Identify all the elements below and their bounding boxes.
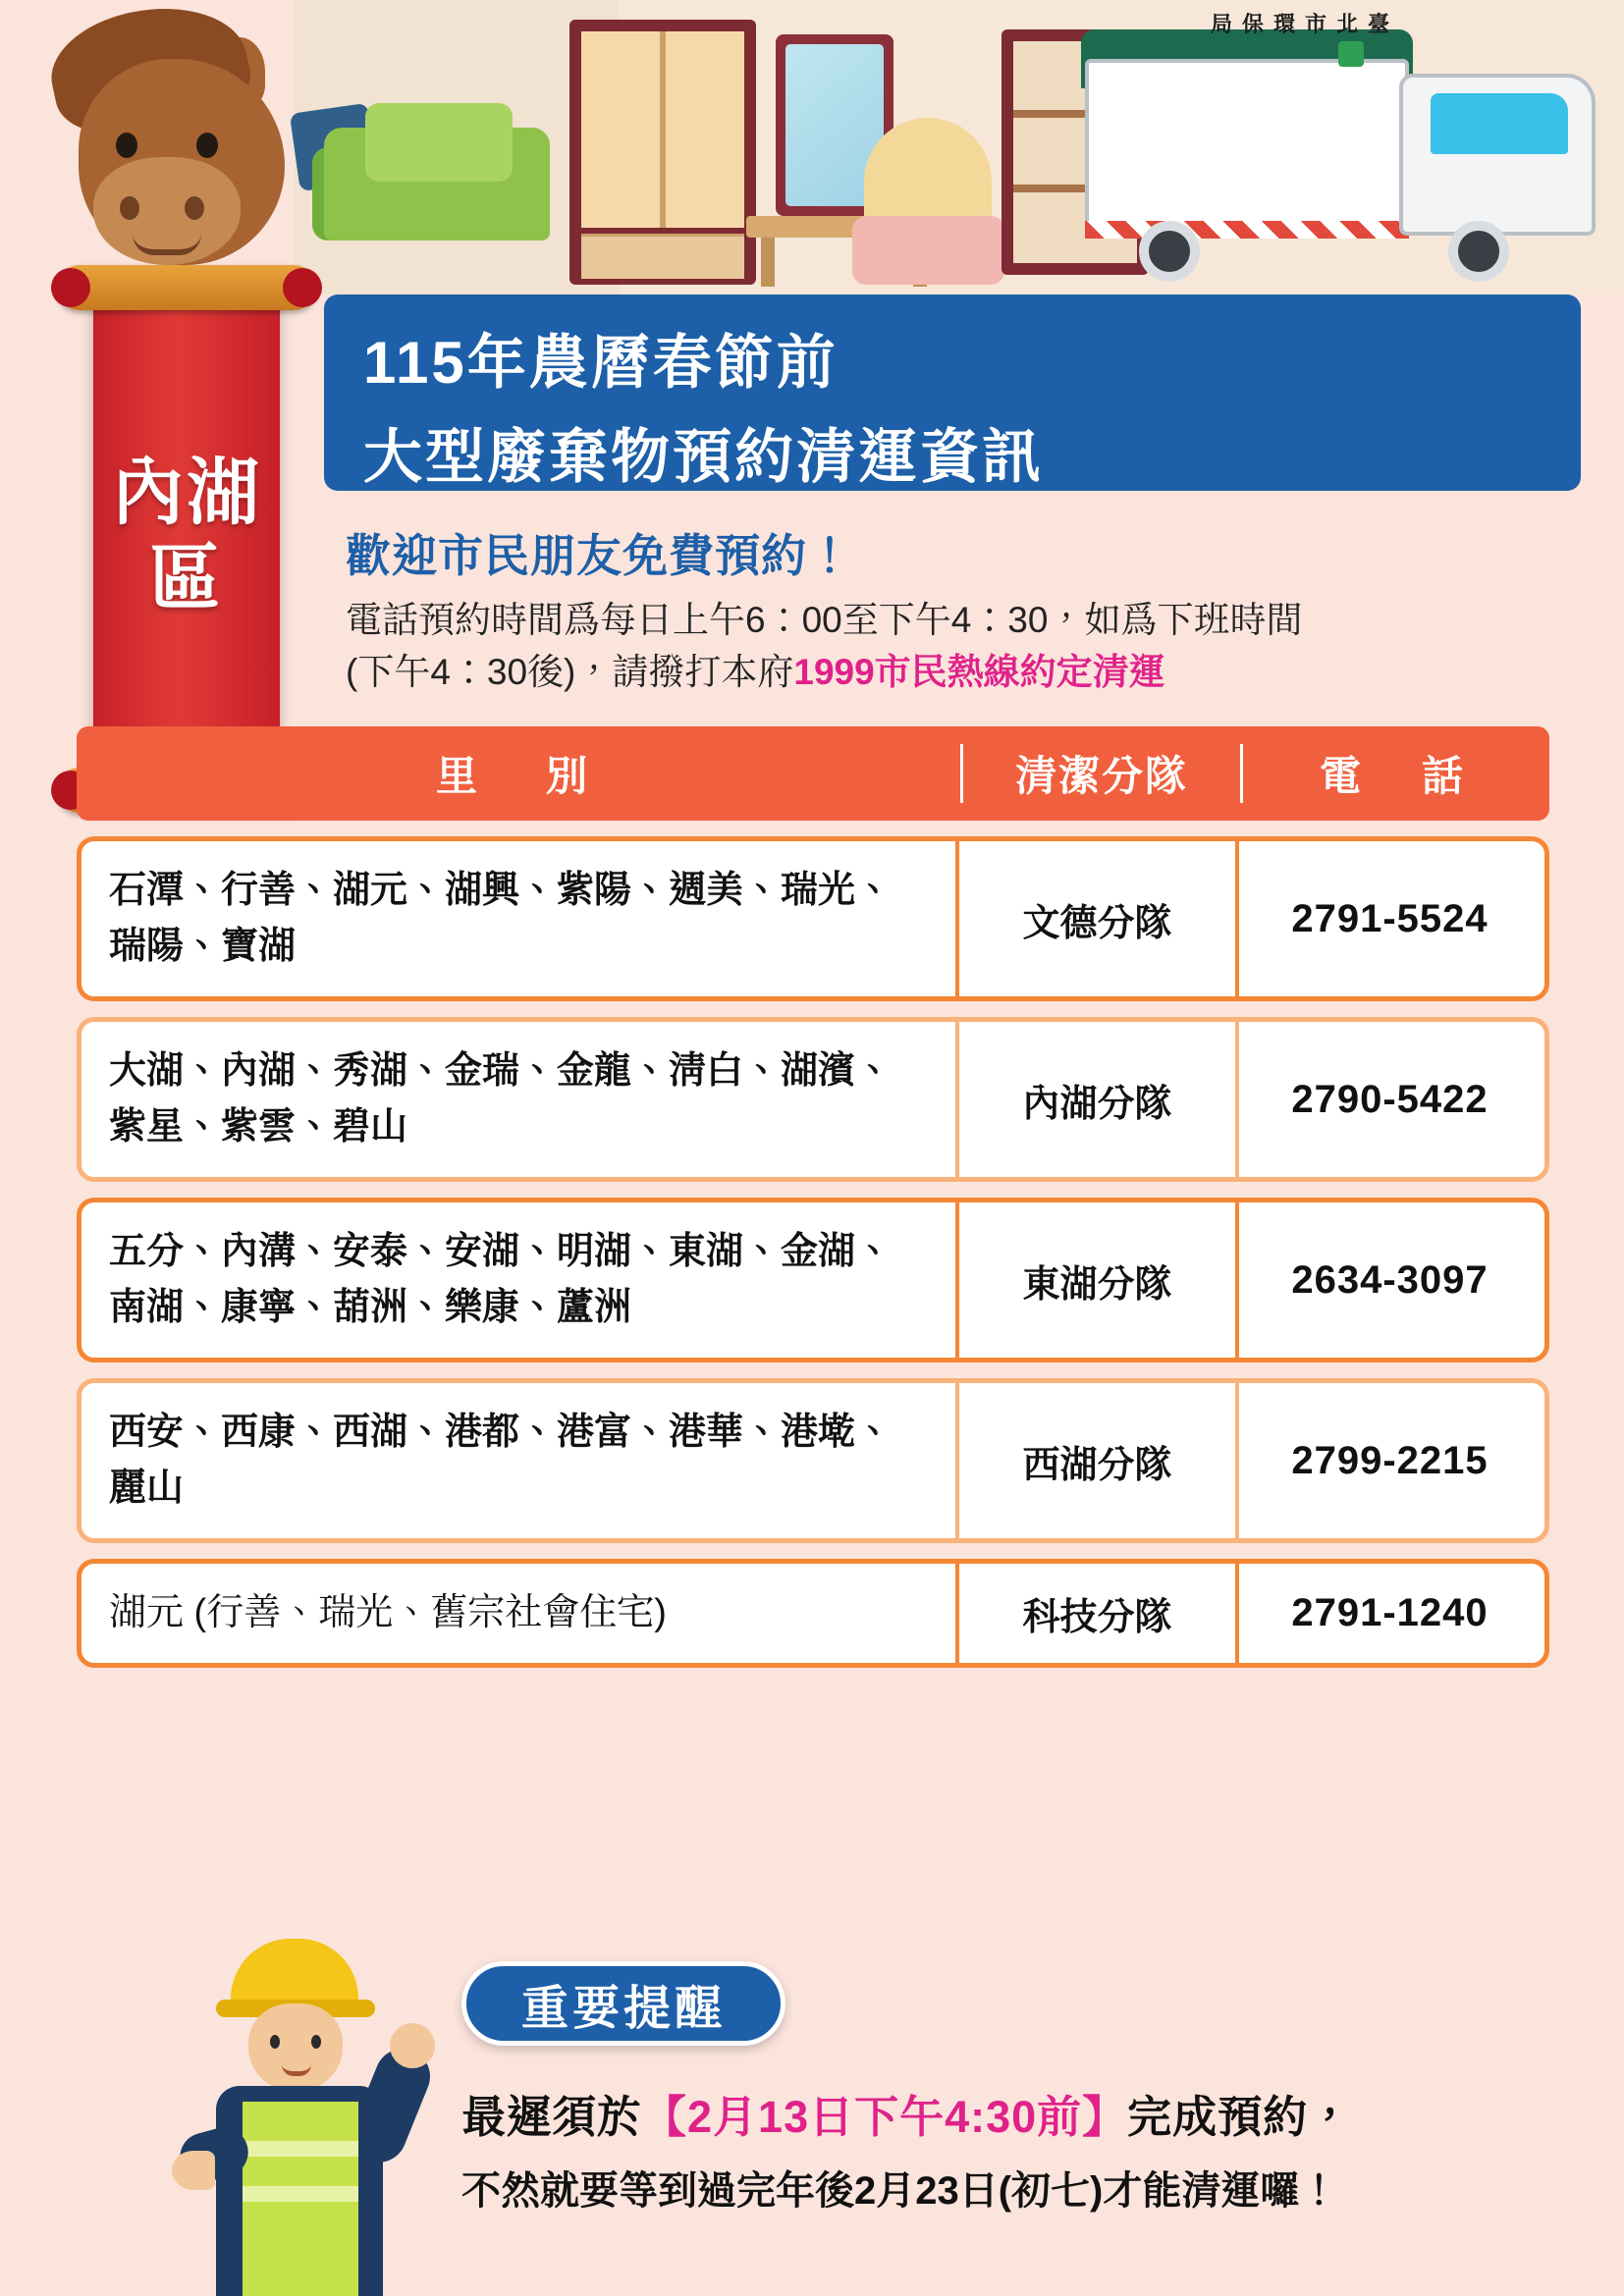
row-phone[interactable]: 2634-3097 — [1235, 1202, 1541, 1358]
horse-nostril-left — [120, 196, 139, 220]
important-notice-badge: 重要提醒 — [461, 1961, 785, 2046]
hotline-text: 1999市民熱線約定清運 — [793, 651, 1165, 692]
intro-body-line1: 電話預約時間爲每日上午6：00至下午4：30，如爲下班時間 — [346, 600, 1303, 640]
poster-title-box — [324, 294, 1581, 491]
intro-body-line2: (下午4：30後)，請撥打本府 — [346, 651, 794, 692]
truck-wheel-rear — [1139, 221, 1200, 282]
deadline-suffix: 完成預約， — [1127, 2092, 1354, 2142]
row-team: 文德分隊 — [955, 841, 1235, 996]
intro-heading: 歡迎市民朋友免費預約！ — [346, 530, 853, 581]
row-phone[interactable]: 2791-1240 — [1235, 1564, 1541, 1663]
table-row — [77, 1017, 1549, 1182]
row-villages: 大湖、內湖、秀湖、金瑞、金龍、淸白、湖濱、紫星、紫雲、碧山 — [109, 1050, 893, 1148]
row-phone[interactable]: 2799-2215 — [1235, 1383, 1541, 1538]
horse-smile — [133, 234, 201, 255]
truck-window — [1431, 93, 1568, 154]
truck-agency-text: 局保環市北臺 — [1210, 12, 1399, 36]
garbage-truck-illustration — [1085, 12, 1605, 294]
worker-hand-waving — [390, 2023, 435, 2068]
header-phone: 電 話 — [1240, 744, 1549, 803]
row-team: 內湖分隊 — [955, 1022, 1235, 1177]
sofa-cushion-illustration — [365, 103, 513, 182]
row-team: 西湖分隊 — [955, 1383, 1235, 1538]
worker-face — [248, 2003, 343, 2092]
district-scroll — [93, 285, 280, 785]
deadline-highlight: 【2月13日下午4:30前】 — [642, 2092, 1128, 2142]
table-header-row — [77, 726, 1549, 821]
deadline-secondary-notice: 不然就要等到過完年後2月23日(初七)才能清運囉！ — [461, 2169, 1339, 2213]
title-line-2: 大型廢棄物預約清運資訊 — [363, 424, 1044, 490]
row-team: 東湖分隊 — [955, 1202, 1235, 1358]
truck-wheel-front — [1448, 221, 1509, 282]
header-village: 里 別 — [435, 753, 601, 799]
horse-eye-left — [116, 133, 137, 158]
worker-vest-stripe-2 — [243, 2186, 358, 2202]
row-villages: 西安、西康、西湖、港都、港富、港華、港墘、麗山 — [109, 1412, 893, 1509]
row-phone[interactable]: 2790-5422 — [1235, 1022, 1541, 1177]
agency-logo-icon — [1338, 41, 1364, 67]
intro-body — [346, 595, 1573, 698]
row-villages: 石潭、行善、湖元、湖興、紫陽、週美、瑞光、瑞陽、寶湖 — [109, 870, 893, 967]
truck-cargo-box — [1085, 59, 1409, 236]
row-villages: 湖元 (行善、瑞光、舊宗社會住宅) — [109, 1592, 667, 1633]
row-phone[interactable]: 2791-5524 — [1235, 841, 1541, 996]
table-leg-left — [761, 238, 775, 287]
worker-mascot-illustration — [172, 1929, 447, 2296]
district-name: 內湖區 — [112, 451, 261, 618]
table-row — [77, 1198, 1549, 1362]
table-row — [77, 1378, 1549, 1543]
drawer-illustration — [581, 234, 744, 279]
worker-vest-stripe-1 — [243, 2141, 358, 2157]
armchair-seat-illustration — [852, 216, 1004, 285]
wardrobe-divider — [660, 31, 666, 228]
deadline-notice — [461, 2081, 1561, 2145]
deadline-prefix: 最遲須於 — [461, 2092, 643, 2142]
header-team: 清潔分隊 — [960, 744, 1240, 803]
worker-eye-right — [311, 2035, 321, 2049]
row-villages: 五分、內溝、安泰、安湖、明湖、東湖、金湖、南湖、康寧、葫洲、樂康、蘆洲 — [109, 1231, 893, 1328]
scroll-rod-top — [57, 265, 316, 310]
table-row — [77, 1559, 1549, 1668]
worker-eye-left — [270, 2035, 280, 2049]
table-row — [77, 836, 1549, 1001]
collection-table — [77, 726, 1549, 1668]
horse-eye-right — [196, 133, 218, 158]
intro-block — [346, 520, 1573, 698]
worker-hand-pointing — [172, 2151, 215, 2190]
row-team: 科技分隊 — [955, 1564, 1235, 1663]
worker-helmet — [231, 1939, 358, 2007]
title-line-1: 115年農曆春節前 — [363, 330, 839, 396]
truck-warning-stripe — [1085, 221, 1409, 239]
horse-nostril-right — [185, 196, 204, 220]
